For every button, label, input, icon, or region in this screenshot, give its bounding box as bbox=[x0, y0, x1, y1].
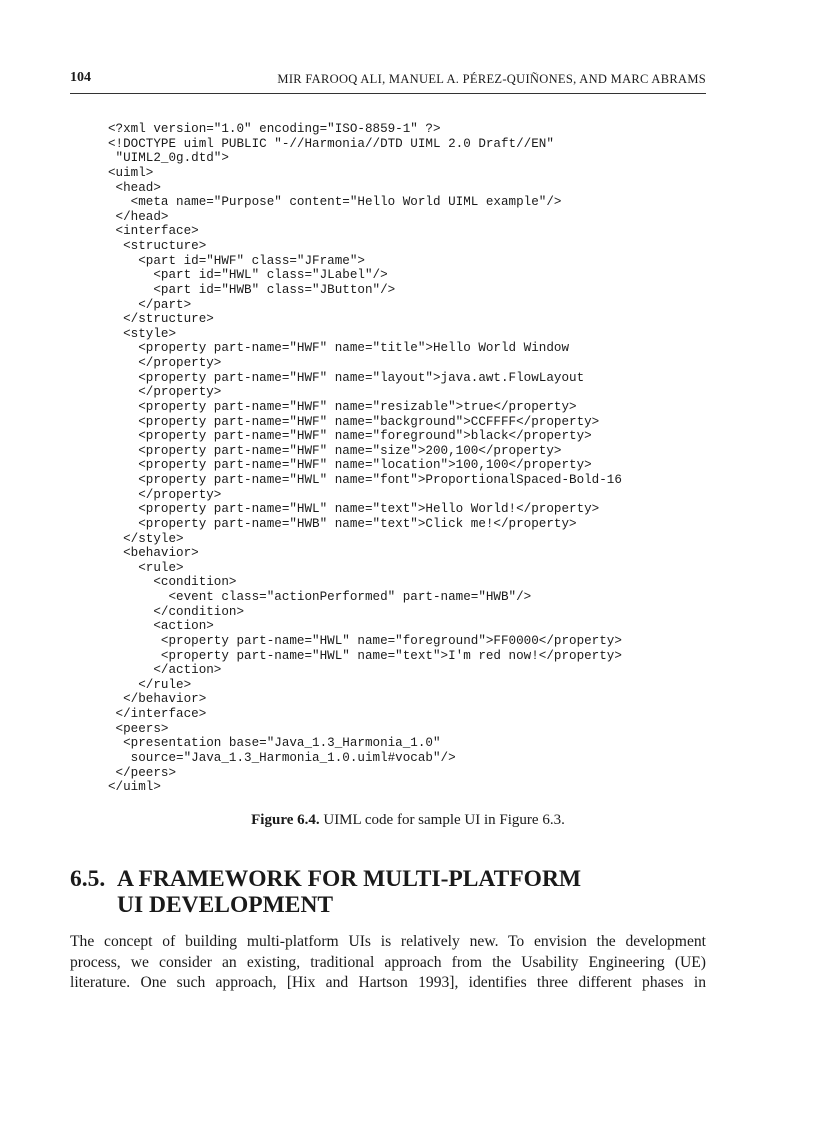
code-line: </structure> bbox=[108, 312, 214, 327]
code-line: <interface> bbox=[108, 224, 199, 239]
code-line: <part id="HWB" class="JButton"/> bbox=[108, 282, 396, 297]
section-title-line-1: A FRAMEWORK FOR MULTI-PLATFORM bbox=[117, 866, 582, 892]
code-line: <action> bbox=[108, 619, 214, 634]
code-line: <part id="HWL" class="JLabel"/> bbox=[108, 268, 388, 283]
code-line: <event class="actionPerformed" part-name="HWB"/> bbox=[108, 590, 532, 604]
code-line: <?xml version="1.0" encoding="ISO-8859-1" ?> bbox=[108, 122, 441, 136]
figure-label: Figure 6.4. bbox=[251, 812, 320, 828]
code-line: </behavior> bbox=[108, 692, 207, 707]
code-line: <head> bbox=[108, 180, 161, 195]
page-number: 104 bbox=[70, 70, 91, 85]
code-line: </rule> bbox=[108, 677, 192, 692]
code-line: </peers> bbox=[108, 765, 177, 780]
code-line: <property part-name="HWF" name="resizable">true</property> bbox=[108, 399, 577, 414]
code-line: </property> bbox=[108, 487, 222, 502]
code-line: </head> bbox=[108, 209, 169, 224]
code-line: </condition> bbox=[108, 604, 245, 619]
code-line: <presentation base="Java_1.3_Harmonia_1.0" bbox=[108, 736, 441, 751]
code-line: <property part-name="HWF" name="layout">java.awt.FlowLayout bbox=[108, 370, 585, 385]
code-line: <peers> bbox=[108, 721, 169, 736]
code-line: <property part-name="HWF" name="size">200,100</property> bbox=[108, 443, 562, 458]
code-line: <part id="HWF" class="JFrame"> bbox=[108, 253, 365, 268]
section-title-line-2: UI DEVELOPMENT bbox=[117, 892, 334, 918]
code-line: </interface> bbox=[108, 707, 207, 721]
code-line: </style> bbox=[108, 531, 184, 546]
code-line: <structure> bbox=[108, 239, 207, 253]
body-line: literature. One such approach, [Hix and Hartson 1993], identifies three different phases in bbox=[70, 974, 706, 991]
running-head-authors: MIR FAROOQ ALI, MANUEL A. PÉREZ-QUIÑONES, AND MARC ABRAMS bbox=[277, 72, 706, 86]
body-line: The concept of building multi-platform UIs is relatively new. To envision the development bbox=[70, 933, 706, 950]
running-header bbox=[70, 64, 706, 94]
code-line: <rule> bbox=[108, 560, 184, 575]
section-heading bbox=[70, 866, 581, 918]
uiml-code-listing bbox=[108, 122, 622, 795]
code-line: <condition> bbox=[108, 575, 237, 590]
figure-caption bbox=[0, 812, 816, 829]
code-line: source="Java_1.3_Harmonia_1.0.uiml#vocab"/> bbox=[108, 750, 456, 765]
code-line: <meta name="Purpose" content="Hello World UIML example"/> bbox=[108, 195, 562, 210]
section-number: 6.5. bbox=[70, 866, 106, 892]
code-line: <property part-name="HWL" name="font">ProportionalSpaced-Bold-16 bbox=[108, 473, 622, 487]
code-line: <uiml> bbox=[108, 165, 154, 180]
code-line: </uiml> bbox=[108, 780, 161, 795]
code-line: <property part-name="HWB" name="text">Click me!</property> bbox=[108, 516, 577, 531]
code-line: </action> bbox=[108, 663, 222, 678]
code-line: <style> bbox=[108, 326, 177, 341]
body-line: process, we consider an existing, traditional approach from the Usability Engineering (UE) bbox=[70, 953, 706, 971]
figure-caption-text: UIML code for sample UI in Figure 6.3. bbox=[323, 812, 565, 828]
code-line: <behavior> bbox=[108, 546, 199, 561]
code-line: </property> bbox=[108, 385, 222, 400]
body-paragraph bbox=[70, 932, 706, 994]
header-rule bbox=[70, 93, 706, 94]
code-line: <property part-name="HWL" name="text">I'm red now!</property> bbox=[108, 648, 622, 663]
code-line: <property part-name="HWF" name="title">Hello World Window bbox=[108, 341, 570, 356]
code-line: <property part-name="HWF" name="background">CCFFFF</property> bbox=[108, 414, 600, 429]
code-line: <!DOCTYPE uiml PUBLIC "-//Harmonia//DTD UIML 2.0 Draft//EN" bbox=[108, 136, 554, 151]
code-line: <property part-name="HWL" name="text">Hello World!</property> bbox=[108, 502, 600, 517]
code-line: <property part-name="HWL" name="foreground">FF0000</property> bbox=[108, 633, 622, 648]
code-line: "UIML2_0g.dtd"> bbox=[108, 151, 229, 166]
code-line: <property part-name="HWF" name="location">100,100</property> bbox=[108, 458, 592, 473]
code-line: <property part-name="HWF" name="foreground">black</property> bbox=[108, 429, 592, 444]
code-line: </part> bbox=[108, 297, 192, 312]
code-line: </property> bbox=[108, 356, 222, 370]
